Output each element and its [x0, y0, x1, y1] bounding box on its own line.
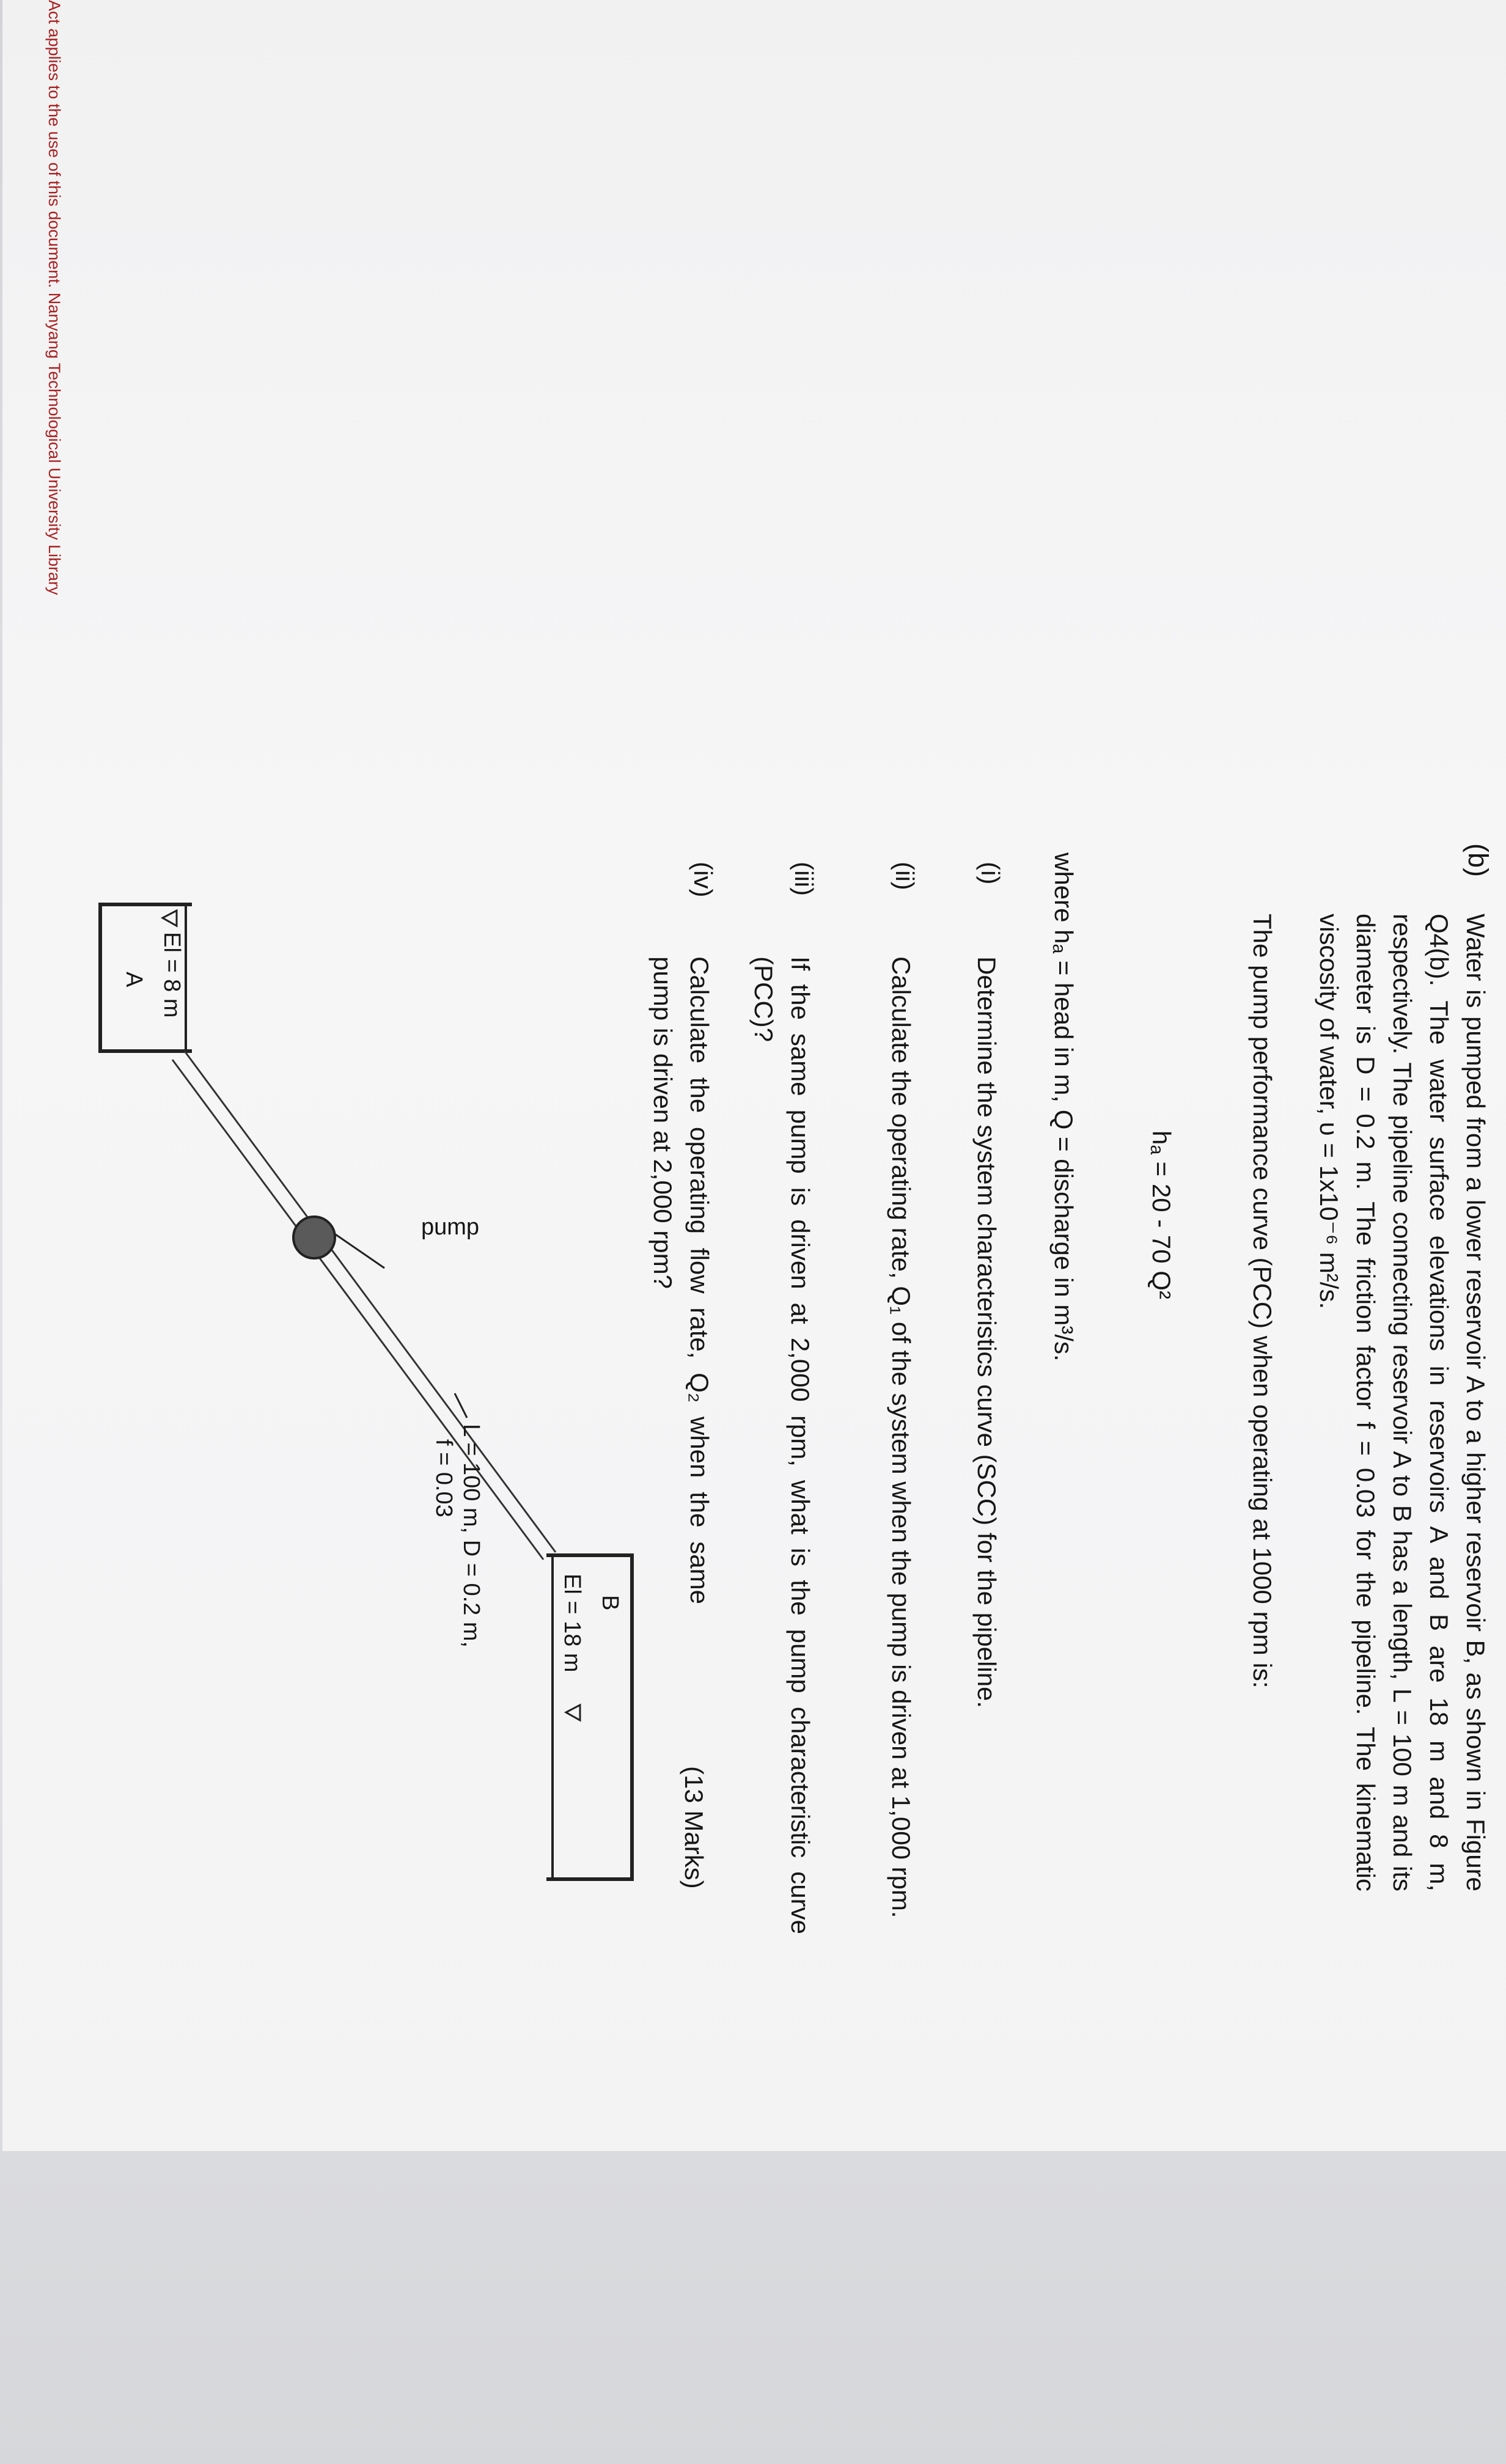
pump-leader — [336, 1234, 384, 1268]
exam-page — [2, 0, 1506, 2151]
pump-equation: hₐ = 20 - 70 Q² — [1147, 1131, 1176, 1299]
pump-icon — [293, 1217, 335, 1258]
part-label: (b) — [1463, 843, 1494, 877]
question-ii-number: (ii) — [891, 862, 919, 890]
reservoir-a-elevation: El = 8 m — [159, 932, 185, 1018]
library-footer: Act applies to the use of this document. Nanyang Technological University Library — [45, 0, 64, 595]
question-iv-text: Calculate the operating flow rate, Q₂ when the same pump is driven at 2,000 rpm? — [648, 956, 714, 1604]
reservoir-b-elevation: El = 18 m — [559, 1574, 585, 1673]
pump-label: pump — [421, 1214, 480, 1240]
reservoir-a-label: A — [121, 972, 147, 988]
water-level-b-icon — [566, 1705, 580, 1720]
figure-q4b — [2, 0, 1506, 2151]
water-level-a-icon — [163, 911, 177, 926]
problem-statement: Water is pumped from a lower reservoir A to a higher reservoir B, as shown in Figure Q4(b). The water surface elevations in reservoirs A and B are 18 m and 8 m, respectively. The pipeline connecting reservoir A to B has a length, L = 100 m and its diameter is D = 0.2 m. The friction factor f = 0.03 for the pipeline. The kinematic viscosity of water, υ = 1x10⁻⁶ m²/s. — [1315, 914, 1490, 1891]
pipe-label-line1: L = 100 m, D = 0.2 m, — [458, 1424, 484, 1648]
question-iii-number: (iii) — [790, 862, 818, 896]
pipe-label-line2: f = 0.03 — [431, 1439, 457, 1517]
pipe-leader — [455, 1393, 467, 1418]
marks-label: (13 Marks) — [680, 1766, 708, 1889]
question-ii-text: Calculate the operating rate, Q₁ of the system when the pump is driven at 1,000 rpm. — [887, 956, 916, 1918]
pcc-intro: The pump performance curve (PCC) when operating at 1000 rpm is: — [1248, 914, 1277, 1689]
reservoir-b-label: B — [597, 1595, 623, 1611]
pipeline — [172, 1051, 556, 1560]
question-i-text: Determine the system characteristics curve (SCC) for the pipeline. — [972, 956, 1001, 1709]
question-i-number: (i) — [976, 862, 1005, 885]
question-iv-number: (iv) — [689, 862, 718, 898]
variable-definitions: where hₐ = head in m, Q = discharge in m³/s. — [1049, 853, 1078, 1362]
question-iii-text: If the same pump is driven at 2,000 rpm, what is the pump characteristic curve (PCC)? — [749, 956, 815, 1934]
